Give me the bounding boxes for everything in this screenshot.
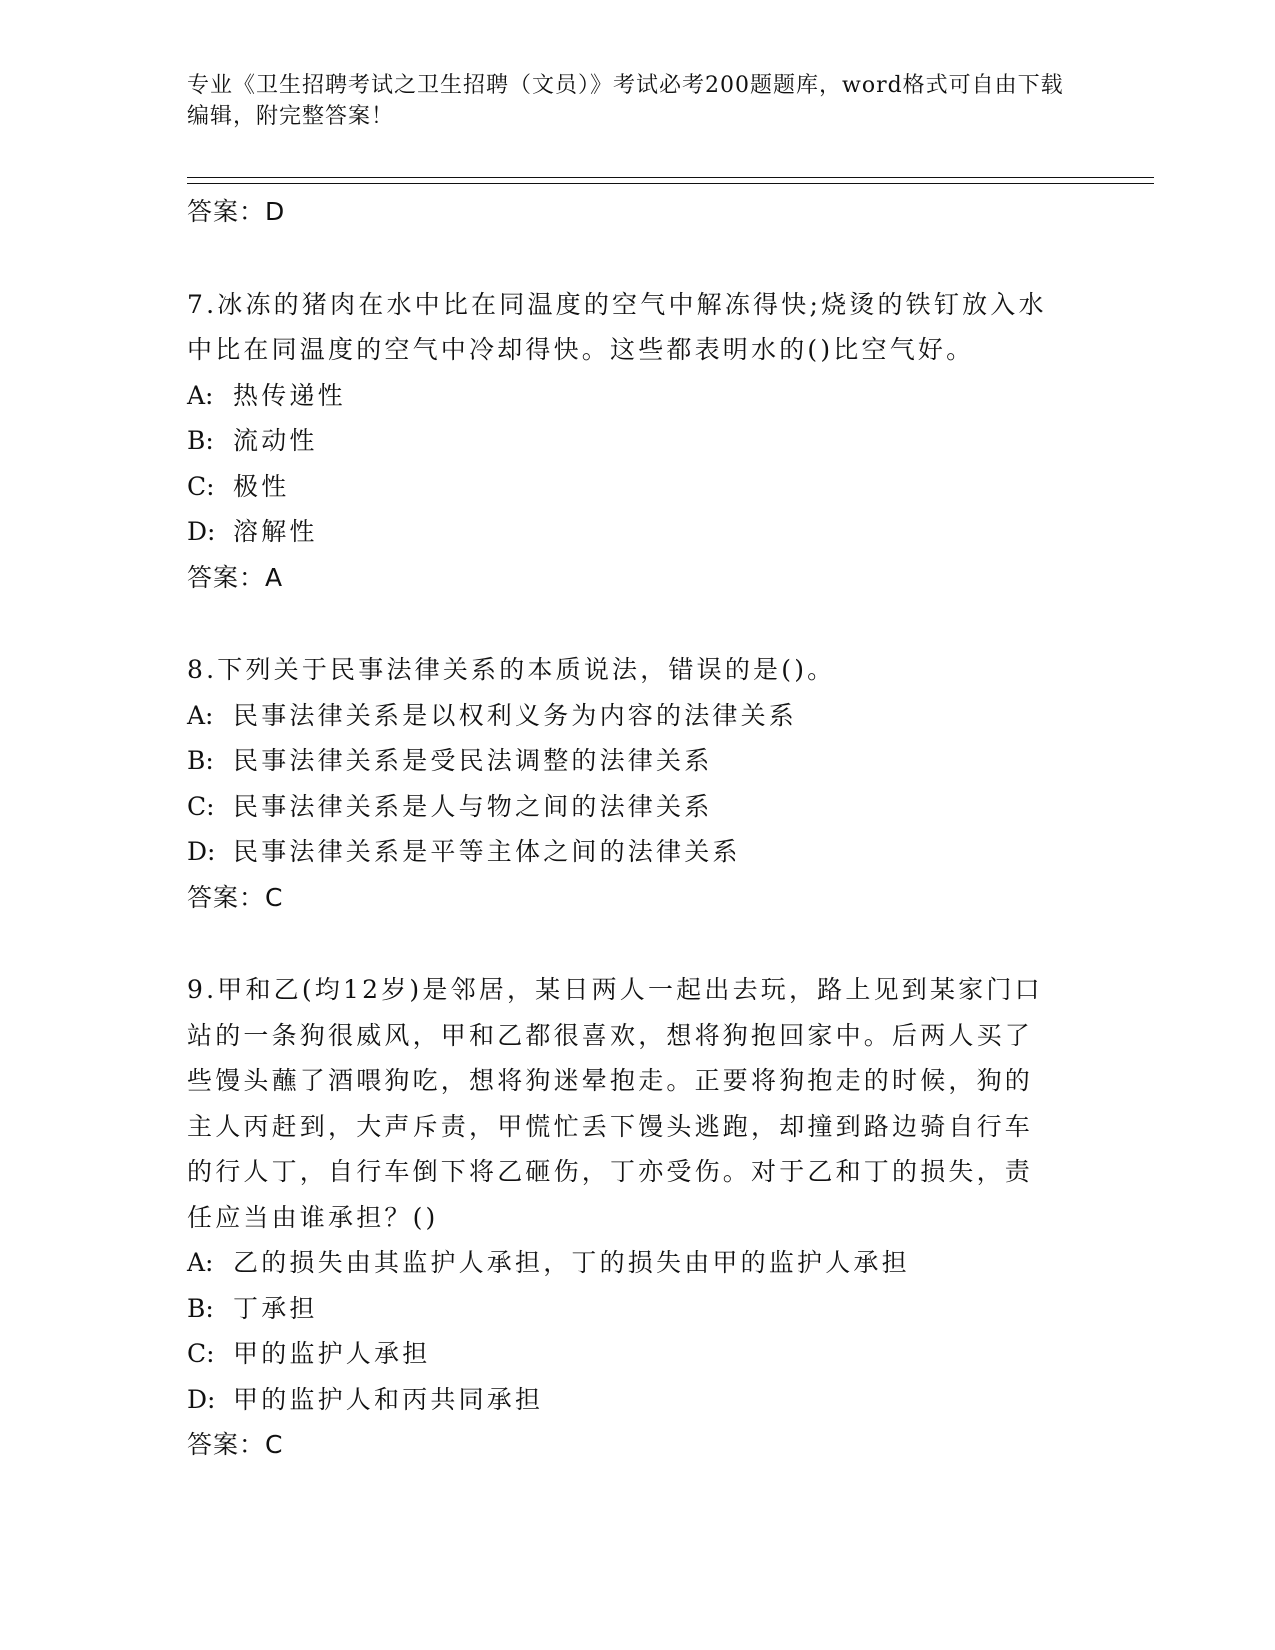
question-stem-line: 7.冰冻的猪肉在水中比在同温度的空气中解冻得快;烧烫的铁钉放入水 xyxy=(187,289,1047,319)
option-text: 极性 xyxy=(233,471,290,501)
document-header: 专业《卫生招聘考试之卫生招聘（文员）》考试必考200题题库，word格式可自由下载编辑，附完整答案！ xyxy=(187,73,1064,129)
question-9 xyxy=(187,967,1087,1468)
option-text: 民事法律关系是以权利义务为内容的法律关系 xyxy=(233,700,798,730)
option-key: D: xyxy=(187,517,216,546)
option-b xyxy=(187,1286,1087,1332)
option-c xyxy=(187,784,1087,830)
option-d xyxy=(187,829,1087,875)
question-stem-line: 站的一条狗很威风，甲和乙都很喜欢，想将狗抱回家中。后两人买了 xyxy=(187,1020,1034,1050)
question-stem-line: 9.甲和乙(均12岁)是邻居，某日两人一起出去玩，路上见到某家门口 xyxy=(187,975,1043,1004)
option-c xyxy=(187,1331,1087,1377)
option-text: 溶解性 xyxy=(233,517,318,546)
option-text: 流动性 xyxy=(233,426,318,455)
question-stem-line: 的行人丁，自行车倒下将乙砸伤，丁亦受伤。对于乙和丁的损失，责 xyxy=(187,1157,1034,1186)
option-key: B: xyxy=(187,746,214,775)
question-8 xyxy=(187,647,1087,920)
option-key: B: xyxy=(187,426,214,455)
spacer xyxy=(187,920,1087,967)
question-stem-line: 任应当由谁承担？() xyxy=(187,1202,439,1232)
option-text: 甲的监护人承担 xyxy=(233,1339,431,1368)
option-d xyxy=(187,1377,1087,1423)
option-text: 丁承担 xyxy=(233,1293,318,1323)
option-a xyxy=(187,693,1087,739)
option-c xyxy=(187,464,1087,510)
option-text: 甲的监护人和丙共同承担 xyxy=(233,1384,544,1414)
option-key: C: xyxy=(187,791,215,821)
question-stem-line: 主人丙赶到，大声斥责，甲慌忙丢下馒头逃跑，却撞到路边骑自行车 xyxy=(187,1111,1034,1141)
spacer xyxy=(187,600,1087,647)
header-divider xyxy=(187,177,1154,178)
question-stem-line: 中比在同温度的空气中冷却得快。这些都表明水的()比空气好。 xyxy=(187,335,975,364)
option-b xyxy=(187,738,1087,784)
answer: 答案：C xyxy=(187,882,284,912)
answer: 答案：C xyxy=(187,1430,284,1459)
option-key: C: xyxy=(187,1339,215,1368)
option-text: 民事法律关系是受民法调整的法律关系 xyxy=(233,746,713,775)
question-stem-line: 些馒头蘸了酒喂狗吃，想将狗迷晕抱走。正要将狗抱走的时候，狗的 xyxy=(187,1066,1034,1095)
option-text: 乙的损失由其监护人承担，丁的损失由甲的监护人承担 xyxy=(233,1248,910,1277)
option-key: A: xyxy=(187,380,214,410)
option-key: B: xyxy=(187,1293,214,1323)
option-d xyxy=(187,509,1087,555)
option-text: 民事法律关系是人与物之间的法律关系 xyxy=(233,791,713,821)
question-7 xyxy=(187,282,1087,601)
option-a xyxy=(187,373,1087,419)
option-a xyxy=(187,1240,1087,1286)
option-text: 民事法律关系是平等主体之间的法律关系 xyxy=(233,837,741,866)
option-key: A: xyxy=(187,1248,214,1277)
option-key: D: xyxy=(187,837,216,866)
option-key: A: xyxy=(187,700,214,730)
option-key: D: xyxy=(187,1384,216,1414)
question-stem-line: 8.下列关于民事法律关系的本质说法，错误的是()。 xyxy=(187,655,836,684)
spacer xyxy=(187,235,1087,282)
previous-answer: 答案：D xyxy=(187,197,286,226)
question-list xyxy=(187,189,1087,1468)
header-divider-secondary xyxy=(187,183,1154,184)
option-text: 热传递性 xyxy=(233,380,346,410)
option-b xyxy=(187,418,1087,464)
answer: 答案：A xyxy=(187,562,284,592)
option-key: C: xyxy=(187,471,215,501)
